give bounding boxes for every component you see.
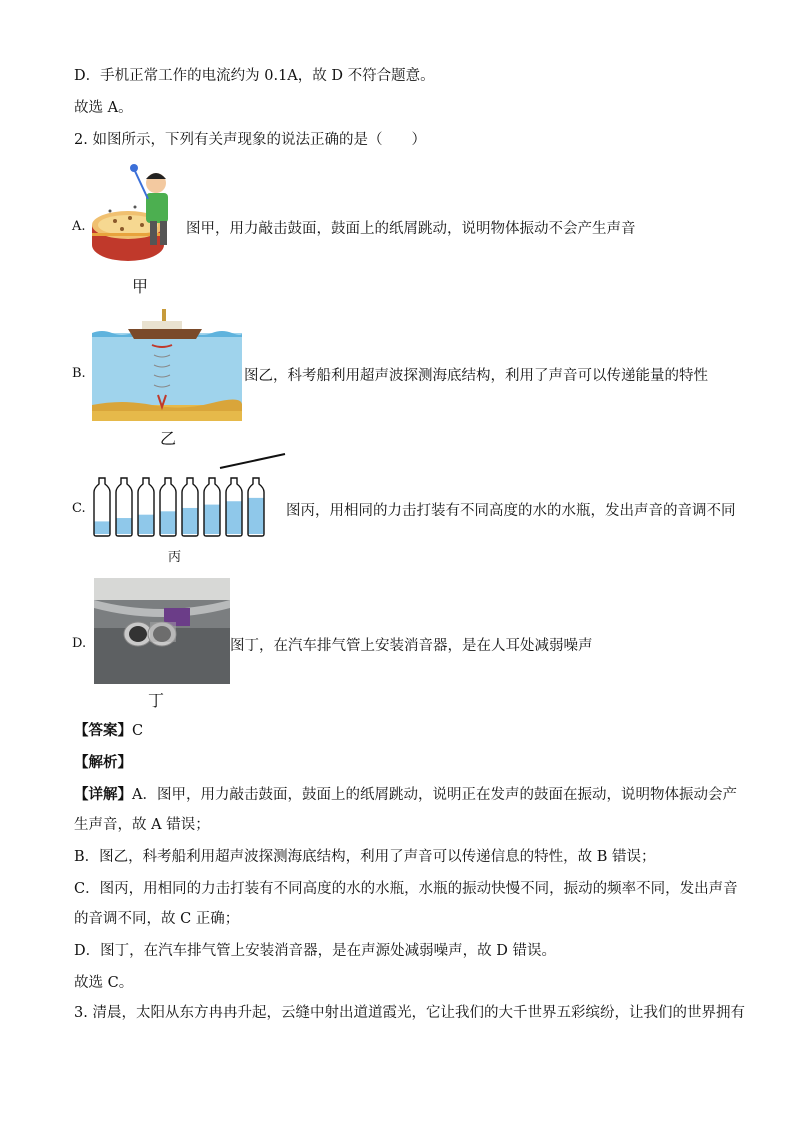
detail-text-1: A．图甲，用力敲击鼓面，鼓面上的纸屑跳动，说明正在发声的鼓面在振动，说明物体振动会产 bbox=[132, 787, 737, 803]
option-d-text: 图丁，在汽车排气管上安装消音器，是在人耳处减弱噪声 bbox=[230, 638, 593, 654]
detail-line-5: 的音调不同，故 C 正确； bbox=[74, 911, 240, 927]
detail-line-6: D．图丁，在汽车排气管上安装消音器，是在声源处减弱噪声，故 D 错误。 bbox=[74, 943, 556, 959]
figure-b-caption: 乙 bbox=[160, 429, 177, 448]
detail-line-1 bbox=[74, 785, 737, 805]
answer-line bbox=[74, 721, 143, 741]
option-a-letter: A. bbox=[72, 219, 86, 234]
bottle-water bbox=[138, 515, 154, 534]
drum-boy-icon bbox=[90, 163, 185, 273]
detail-line-3: B．图乙，科考船利用超声波探测海底结构，利用了声音可以传递信息的特性，故 B 错误； bbox=[74, 849, 656, 865]
option-b-letter: B. bbox=[72, 366, 86, 381]
answer-label: 【答案】 bbox=[74, 722, 132, 739]
analysis-label: 【解析】 bbox=[74, 754, 132, 771]
exhaust-muffler-icon bbox=[94, 578, 230, 684]
detail-line-4: C．图丙，用相同的力击打装有不同高度的水的水瓶，水瓶的振动快慢不同，振动的频率不同，发出声音 bbox=[74, 881, 738, 897]
question-2-choose: 故选 C。 bbox=[74, 975, 134, 991]
bottle-water bbox=[182, 508, 198, 534]
bottle-water bbox=[160, 511, 176, 534]
bottle-water bbox=[226, 501, 242, 534]
bottle-water bbox=[116, 518, 132, 534]
question-3-stem: 3. 清晨，太阳从东方冉冉升起，云缝中射出道道霞光，它让我们的大千世界五彩缤纷，让我们的世界拥有 bbox=[74, 1005, 745, 1021]
figure-a-caption: 甲 bbox=[132, 277, 149, 296]
prev-answer-line-d: D．手机正常工作的电流约为 0.1A，故 D 不符合题意。 bbox=[74, 68, 435, 84]
option-a-text: 图甲，用力敲击鼓面，鼓面上的纸屑跳动，说明物体振动不会产生声音 bbox=[186, 221, 636, 237]
bottle-water bbox=[94, 521, 110, 534]
prev-answer-choose: 故选 A。 bbox=[74, 100, 133, 116]
research-ship-sonar-icon bbox=[92, 305, 242, 421]
bottle-water bbox=[248, 498, 264, 534]
answer-value: C bbox=[132, 723, 144, 739]
option-c-text: 图丙，用相同的力击打装有不同高度的水的水瓶，发出声音的音调不同 bbox=[286, 503, 736, 519]
bottle-water bbox=[204, 505, 220, 534]
detail-line-2: 生声音，故 A 错误； bbox=[74, 817, 210, 833]
figure-c-caption: 丙 bbox=[168, 550, 182, 565]
question-2-stem: 2. 如图所示，下列有关声现象的说法正确的是（ ） bbox=[74, 132, 426, 148]
option-c-letter: C. bbox=[72, 501, 86, 516]
water-bottles-icon bbox=[90, 452, 286, 538]
detail-label: 【详解】 bbox=[74, 786, 132, 803]
option-b-text: 图乙，科考船利用超声波探测海底结构，利用了声音可以传递能量的特性 bbox=[244, 368, 708, 384]
figure-d-caption: 丁 bbox=[148, 691, 165, 710]
option-d-letter: D. bbox=[72, 636, 87, 651]
